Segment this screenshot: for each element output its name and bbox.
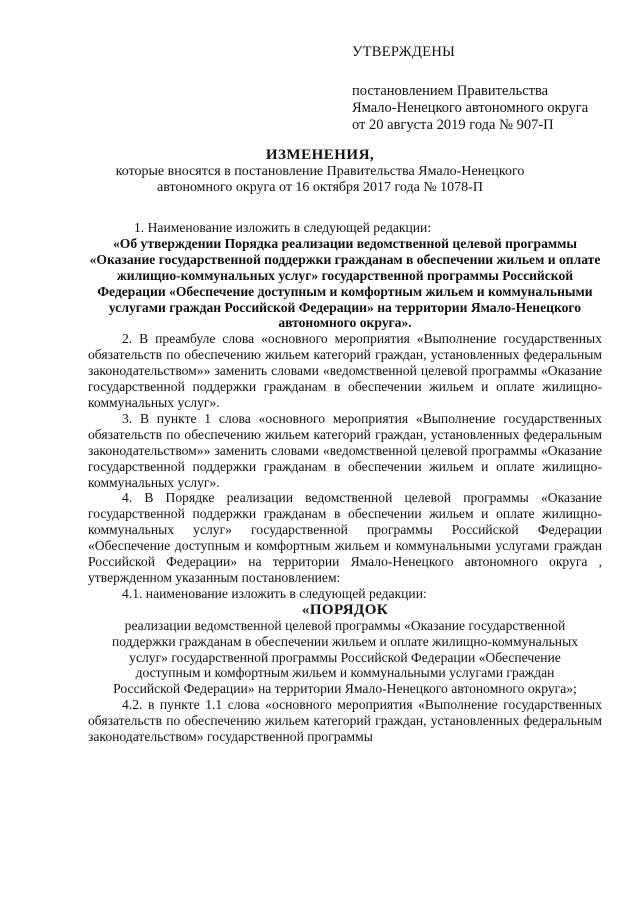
item-1-new-title: «Об утверждении Порядка реализации ведомственной целевой программы «Оказание государственной поддержки гражданам в обеспечении жильем и оплате жилищно-коммунальных услуг» государственной программы Российской Федерации «Обеспечение доступным и комфортным жильем и коммунальными услугами граждан Российской Федерации» на территории Ямало-Ненецкого автономного округа». bbox=[89, 235, 601, 331]
approval-line: Ямало-Ненецкого автономного округа bbox=[352, 100, 589, 116]
order-title-line: реализации ведомственной целевой программы «Оказание государственной bbox=[124, 617, 566, 633]
order-title-line: доступным и комфортным жильем и коммунальными услугами граждан bbox=[135, 665, 555, 681]
item-4: 4. В Порядке реализации ведомственной целевой программы «Оказание государственной поддержки гражданам в обеспечении жильем и оплате жилищно-коммунальных услуг» государственной программы Российской Федерации «Обеспечение доступным и комфортным жильем и коммунальными услугами граждан Российской Федерации» на территории Ямало-Ненецкого автономного округа , утвержденном указанным постановлением: bbox=[88, 490, 602, 585]
item-2: 2. В преамбуле слова «основного мероприятия «Выполнение государственных обязательств по обеспечению жильем категорий граждан, установленных федеральным законодательством»» заменить словами «ведомственной целевой программы «Оказание государственной поддержки гражданам в обеспечении жильем и оплате жилищно-коммунальных услуг». bbox=[88, 331, 602, 410]
item-1-intro: 1. Наименование изложить в следующей редакции: bbox=[134, 220, 432, 235]
document-body bbox=[88, 220, 602, 745]
document-title-block bbox=[80, 146, 560, 196]
approval-stamp bbox=[352, 44, 622, 134]
approval-heading: УТВЕРЖДЕНЫ bbox=[352, 44, 456, 60]
order-heading: «ПОРЯДОК bbox=[301, 601, 389, 618]
document-title: ИЗМЕНЕНИЯ, bbox=[265, 147, 375, 163]
approval-line: постановлением Правительства bbox=[352, 83, 549, 99]
order-title-line: Российской Федерации» на территории Ямало-Ненецкого автономного округа»; bbox=[113, 681, 577, 697]
document-subtitle-line: которые вносятся в постановление Правительства Ямало-Ненецкого bbox=[115, 164, 525, 179]
order-title-line: услуг» государственной программы Российской Федерации «Обеспечение bbox=[129, 649, 561, 665]
order-title-line: поддержки гражданам в обеспечении жильем и оплате жилищно-коммунальных bbox=[111, 633, 579, 649]
document-subtitle-line: автономного округа от 16 октября 2017 года № 1078-П bbox=[157, 180, 483, 195]
item-4-2: 4.2. в пункте 1.1 слова «основного мероприятия «Выполнение государственных обязательств по обеспечению жильем категорий граждан, установленных федеральным законодательством» государственной программы bbox=[88, 697, 602, 745]
item-3: 3. В пункте 1 слова «основного мероприятия «Выполнение государственных обязательств по обеспечению жильем категорий граждан, установленных федеральным законодательством»» заменить словами «ведомственной целевой программы «Оказание государственной поддержки гражданам в обеспечении жильем и оплате жилищно-коммунальных услуг». bbox=[88, 410, 602, 490]
item-4-1: 4.1. наименование изложить в следующей редакции: bbox=[122, 585, 427, 601]
approval-line: от 20 августа 2019 года № 907-П bbox=[352, 117, 554, 133]
